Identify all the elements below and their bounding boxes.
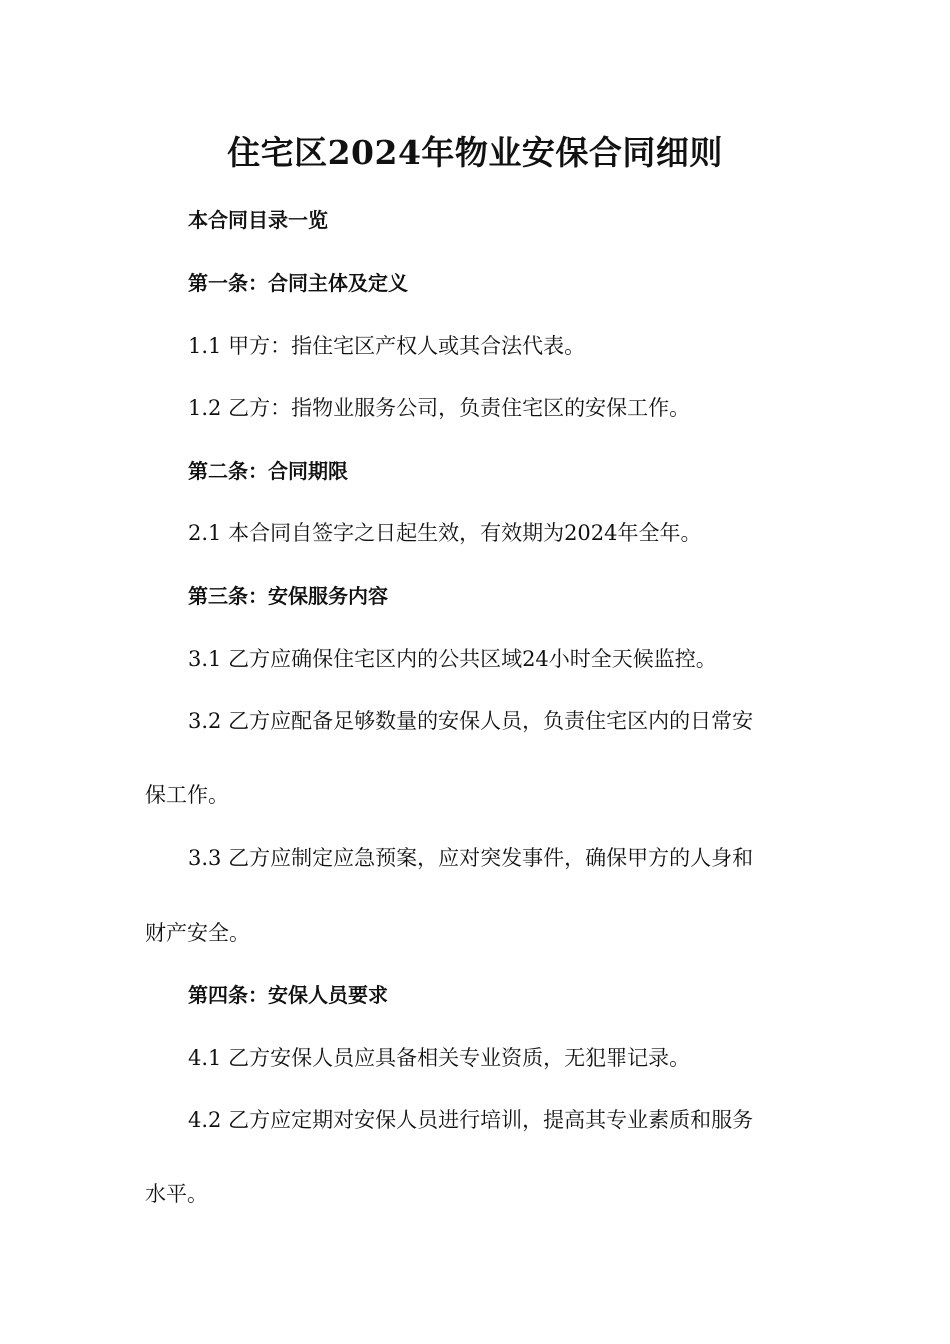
clause-1-1: 1.1 甲方：指住宅区产权人或其合法代表。 (188, 334, 586, 358)
section-3-heading: 第三条：安保服务内容 (188, 584, 388, 608)
clause-3-3-line-2: 财产安全。 (145, 921, 250, 945)
document-title: 住宅区2024年物业安保合同细则 (227, 133, 723, 172)
clause-3-1: 3.1 乙方应确保住宅区内的公共区域24小时全天候监控。 (188, 647, 717, 671)
toc-heading: 本合同目录一览 (188, 208, 328, 232)
clause-3-3-line-1: 3.3 乙方应制定应急预案，应对突发事件，确保甲方的人身和 (188, 846, 754, 870)
clause-1-2: 1.2 乙方：指物业服务公司，负责住宅区的安保工作。 (188, 396, 691, 420)
clause-4-1: 4.1 乙方安保人员应具备相关专业资质，无犯罪记录。 (188, 1046, 691, 1070)
clause-3-2-line-2: 保工作。 (145, 783, 229, 807)
clause-4-2-line-1: 4.2 乙方应定期对安保人员进行培训，提高其专业素质和服务 (188, 1108, 754, 1132)
section-2-heading: 第二条：合同期限 (188, 459, 348, 483)
clause-2-1: 2.1 本合同自签字之日起生效，有效期为2024年全年。 (188, 521, 702, 545)
clause-3-2-line-1: 3.2 乙方应配备足够数量的安保人员，负责住宅区内的日常安 (188, 709, 754, 733)
section-1-heading: 第一条：合同主体及定义 (188, 271, 408, 295)
clause-4-2-line-2: 水平。 (145, 1182, 208, 1206)
section-4-heading: 第四条：安保人员要求 (188, 983, 388, 1007)
